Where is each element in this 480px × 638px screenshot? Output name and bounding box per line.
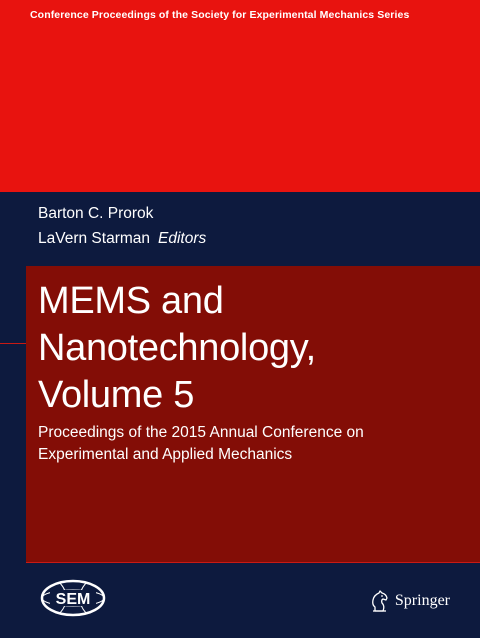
editor-name-1: Barton C. Prorok [38,205,154,222]
book-subtitle [38,422,468,466]
left-divider [0,343,26,344]
springer-knight-icon [369,589,391,613]
series-title: Conference Proceedings of the Society for Experimental Mechanics Series [30,9,410,21]
editor-name-2: LaVern Starman [38,230,151,247]
subtitle-line: Experimental and Applied Mechanics [38,446,293,463]
editors-band [26,192,480,266]
book-title-line: Volume 5 [38,374,195,416]
sem-logo-icon [40,579,106,617]
book-title-line: Nanotechnology, [38,327,316,369]
subtitle-line: Proceedings of the 2015 Annual Conference on [38,424,364,441]
editor-name [38,205,153,223]
editor-name [38,230,206,248]
left-edge-block [0,192,26,266]
publisher-name: Springer [394,592,450,609]
editors-label: Editors [158,230,207,247]
book-title [38,278,468,419]
series-band [0,0,480,192]
springer-logo [369,589,450,613]
publisher-bar [26,563,480,638]
title-panel [26,266,480,562]
svg-text:SEM: SEM [55,591,91,608]
book-title-line: MEMS and [38,280,224,322]
